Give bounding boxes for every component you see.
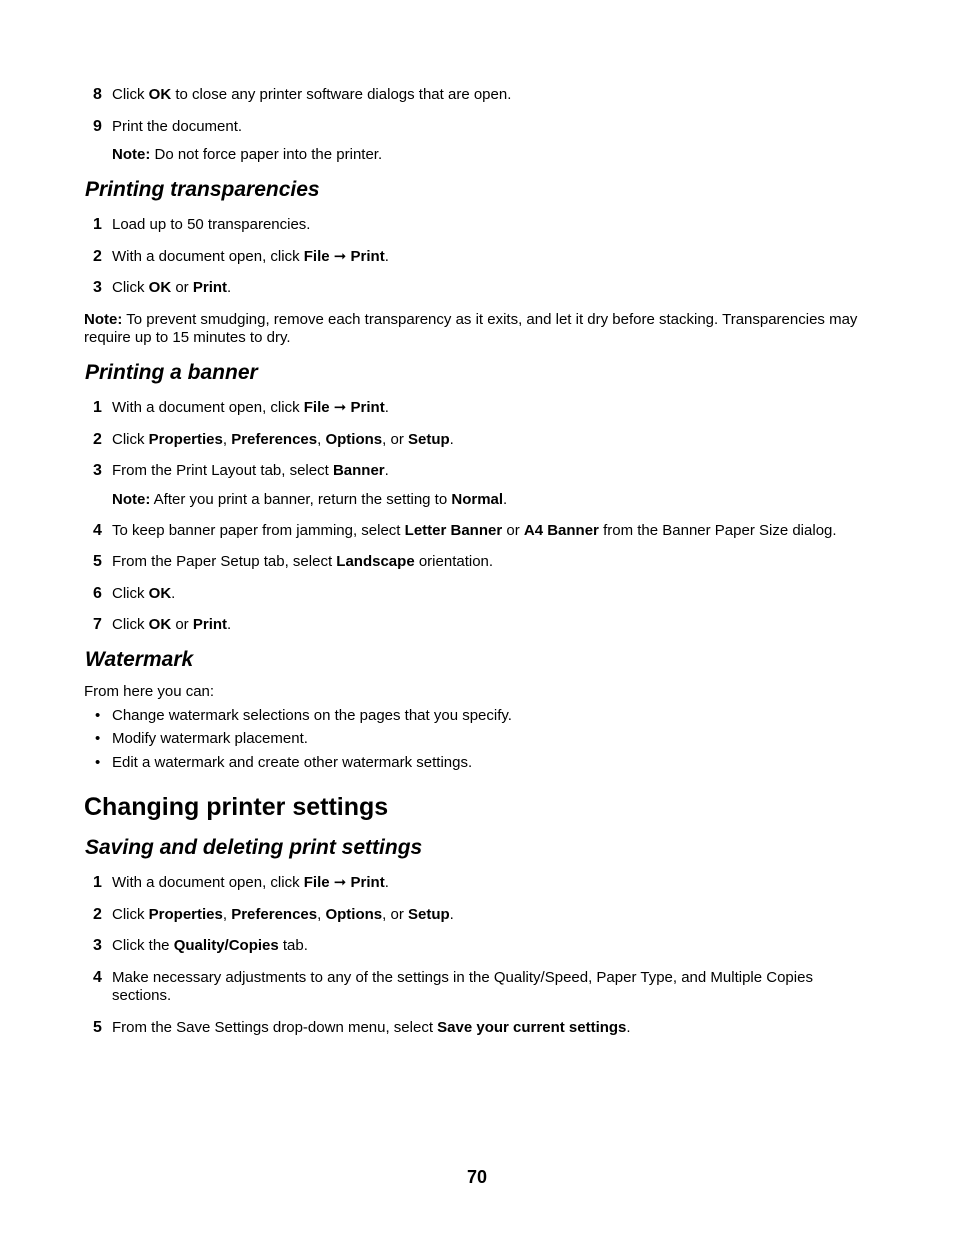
- text-run: Print the document.: [112, 118, 243, 135]
- bold-run: OK: [148, 86, 172, 103]
- text-run: With a document open, click: [112, 399, 304, 416]
- text-run: With a document open, click: [112, 874, 304, 891]
- note-paper: [112, 146, 872, 164]
- text-run: to close any printer software dialogs that are open.: [171, 86, 512, 103]
- heading-changing-printer-settings: Changing printer settings: [84, 793, 389, 821]
- heading-printing-a-banner: Printing a banner: [85, 361, 258, 384]
- text-run: .: [626, 1019, 631, 1036]
- heading-watermark: Watermark: [85, 648, 194, 671]
- step-text: [112, 431, 872, 449]
- bold-run: ➞: [329, 399, 351, 416]
- bold-run: Properties: [148, 906, 223, 923]
- bold-run: OK: [148, 585, 172, 602]
- bold-run: Save your current settings: [437, 1019, 627, 1036]
- text-run: .: [449, 431, 454, 448]
- bold-run: Print: [192, 616, 228, 633]
- text-run: .: [227, 616, 232, 633]
- bold-run: File: [303, 248, 330, 265]
- text-run: Click: [112, 585, 149, 602]
- text-run: From the Print Layout tab, select: [112, 462, 333, 479]
- text-run: orientation.: [414, 553, 494, 570]
- bold-run: Print: [192, 279, 228, 296]
- text-run: To keep banner paper from jamming, select: [112, 522, 405, 539]
- bullet-dot: •: [95, 730, 101, 747]
- text-run: or: [171, 279, 193, 296]
- step-text: [112, 585, 872, 603]
- step-number: 6: [93, 585, 102, 602]
- text-run: From the Save Settings drop-down menu, select: [112, 1019, 438, 1036]
- bold-run: Print: [350, 399, 385, 416]
- step-text: [112, 462, 872, 480]
- text-run: or: [502, 522, 524, 539]
- text-run: ,: [222, 906, 232, 923]
- step-number: 1: [93, 874, 102, 891]
- text-run: Click: [112, 616, 149, 633]
- text-run: .: [171, 585, 176, 602]
- text-run: ,: [317, 431, 326, 448]
- note-smudging: [84, 311, 874, 347]
- note-label: Note:: [112, 146, 151, 163]
- step-number: 3: [93, 279, 102, 296]
- bold-run: Note:: [112, 491, 151, 508]
- step-text: [112, 874, 872, 892]
- bold-run: Options: [325, 431, 383, 448]
- step-text: [112, 279, 872, 297]
- bold-run: OK: [148, 279, 172, 296]
- step-text: [112, 1019, 872, 1037]
- bold-run: Options: [325, 906, 383, 923]
- watermark-intro: From here you can:: [84, 683, 215, 700]
- step-number: 4: [93, 522, 102, 539]
- bold-run: Preferences: [231, 431, 318, 448]
- step-text: [112, 399, 872, 417]
- bullet-dot: •: [95, 707, 101, 724]
- text-run: from the Banner Paper Size dialog.: [598, 522, 837, 539]
- page-number: 70: [466, 1167, 488, 1187]
- bold-run: Setup: [407, 431, 450, 448]
- text-run: Click: [112, 431, 149, 448]
- bold-run: Setup: [407, 906, 450, 923]
- text-run: Make necessary adjustments to any of the settings in the Quality/Speed, Paper Type, and Multiple Copies sections.: [112, 969, 813, 1004]
- step-number: 4: [93, 969, 102, 986]
- text-run: After you print a banner, return the setting to: [150, 491, 452, 508]
- note-label: Note:: [84, 311, 123, 328]
- bold-run: Landscape: [336, 553, 415, 570]
- text-run: ,: [222, 431, 232, 448]
- bullet-dot: •: [95, 754, 101, 771]
- step-number: 9: [93, 118, 102, 135]
- step-number: 2: [93, 248, 102, 265]
- bullet-text: Edit a watermark and create other watermark settings.: [112, 754, 473, 771]
- bold-run: ➞: [329, 874, 351, 891]
- bold-run: Quality/Copies: [173, 937, 279, 954]
- text-run: Click: [112, 86, 149, 103]
- text-run: .: [384, 462, 389, 479]
- bold-run: A4 Banner: [523, 522, 599, 539]
- text-run: From the Paper Setup tab, select: [112, 553, 337, 570]
- bold-run: Print: [350, 248, 385, 265]
- step-text: [112, 248, 872, 266]
- bold-run: OK: [148, 616, 172, 633]
- step-number: 8: [93, 86, 102, 103]
- text-run: , or: [382, 906, 408, 923]
- step-number: 7: [93, 616, 102, 633]
- step-text: [112, 216, 872, 234]
- text-run: .: [449, 906, 454, 923]
- step-text: [112, 616, 872, 634]
- text-run: Click the: [112, 937, 174, 954]
- heading-saving-and-deleting: Saving and deleting print settings: [85, 836, 423, 859]
- text-run: Load up to 50 transparencies.: [112, 216, 311, 233]
- text-run: .: [503, 491, 508, 508]
- step-text: [112, 86, 872, 104]
- step-text: [112, 937, 872, 955]
- bold-run: Properties: [148, 431, 223, 448]
- text-run: or: [171, 616, 193, 633]
- step-text: [112, 553, 872, 571]
- text-run: Click: [112, 906, 149, 923]
- note-text: Do not force paper into the printer.: [150, 146, 383, 163]
- bullet-text: Change watermark selections on the pages that you specify.: [112, 707, 512, 724]
- bold-run: Print: [350, 874, 385, 891]
- step-text: [112, 906, 872, 924]
- text-run: With a document open, click: [112, 248, 304, 265]
- text-run: .: [227, 279, 232, 296]
- step-text: [112, 522, 872, 540]
- step-number: 3: [93, 937, 102, 954]
- bold-run: Banner: [332, 462, 385, 479]
- step-number: 3: [93, 462, 102, 479]
- bullet-text: Modify watermark placement.: [112, 730, 308, 747]
- text-run: Click: [112, 279, 149, 296]
- step-text: [112, 969, 872, 1005]
- step-number: 2: [93, 906, 102, 923]
- text-run: tab.: [278, 937, 308, 954]
- text-run: .: [384, 399, 389, 416]
- text-run: .: [384, 248, 389, 265]
- bold-run: Letter Banner: [404, 522, 503, 539]
- bold-run: File: [303, 399, 330, 416]
- text-run: .: [384, 874, 389, 891]
- step-number: 5: [93, 553, 102, 570]
- step-text: [112, 118, 872, 136]
- bold-run: Preferences: [231, 906, 318, 923]
- note-text: To prevent smudging, remove each transparency as it exits, and let it dry before stacking. Transparencies may require up to 15 minutes to dry.: [84, 311, 858, 346]
- step-number: 2: [93, 431, 102, 448]
- step-number: 5: [93, 1019, 102, 1036]
- bold-run: Normal: [451, 491, 504, 508]
- text-run: ,: [317, 906, 326, 923]
- note-banner-normal: [112, 491, 872, 509]
- bold-run: File: [303, 874, 330, 891]
- step-number: 1: [93, 216, 102, 233]
- bold-run: ➞: [329, 248, 351, 265]
- text-run: , or: [382, 431, 408, 448]
- heading-printing-transparencies: Printing transparencies: [85, 178, 320, 201]
- step-number: 1: [93, 399, 102, 416]
